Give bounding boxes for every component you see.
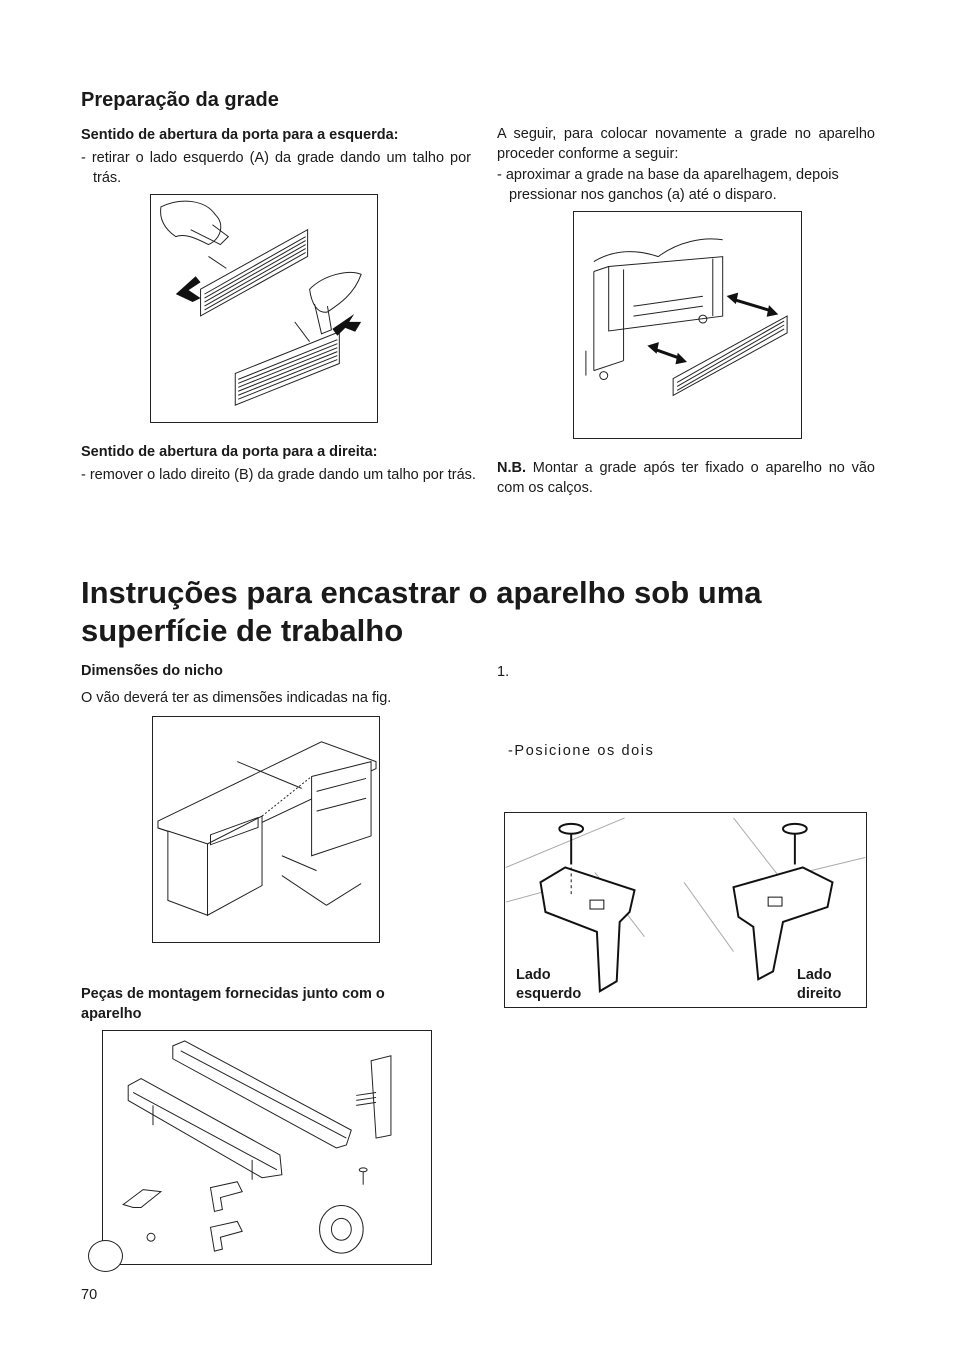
step-number: 1. xyxy=(497,664,510,680)
note-text: Montar a grade após ter fixado o aparelho no vão com os calços. xyxy=(497,460,875,496)
grille-removal-figure xyxy=(150,194,378,423)
right-opening-heading: Sentido de abertura da porta para a direita: xyxy=(81,444,378,460)
section-title-install: Instruções para encastrar o aparelho sob uma superfície de trabalho xyxy=(81,575,762,648)
note-paragraph xyxy=(497,458,875,498)
brackets-figure xyxy=(504,812,867,1008)
left-opening-text: - retirar o lado esquerdo (A) da grade dando um talho por trás. xyxy=(81,150,471,186)
note-label: N.B. xyxy=(497,460,526,476)
refit-intro: A seguir, para colocar novamente a grade no aparelho proceder conforme a seguir: xyxy=(497,126,875,162)
bracket-right-label: Lado direito xyxy=(797,967,842,1002)
section-title-grade: Preparação da grade xyxy=(81,89,279,111)
bracket-left-label: Lado esquerdo xyxy=(516,967,582,1002)
niche-drawing xyxy=(153,717,379,942)
niche-text: O vão deverá ter as dimensões indicadas na fig. xyxy=(81,690,392,706)
grille-removal-drawing xyxy=(151,195,377,422)
mounting-parts-figure xyxy=(102,1030,432,1265)
refit-step-text: - aproximar a grade na base da aparelhagem, depois pressionar nos ganchos (a) até o disparo. xyxy=(497,167,839,203)
mounting-parts-drawing xyxy=(103,1031,431,1264)
parts-heading: Peças de montagem fornecidas junto com o aparelho xyxy=(81,986,385,1022)
page-marker-circle xyxy=(88,1240,123,1272)
page-number: 70 xyxy=(81,1287,98,1303)
step-text: -Posicione os dois xyxy=(508,743,655,759)
niche-heading: Dimensões do nicho xyxy=(81,663,223,679)
grille-refit-drawing xyxy=(574,212,801,438)
left-opening-heading: Sentido de abertura da porta para a esquerda: xyxy=(81,127,399,143)
niche-figure xyxy=(152,716,380,943)
right-opening-text: - remover o lado direito (B) da grade dando um talho por trás. xyxy=(81,467,476,483)
refit-intro-text xyxy=(497,124,875,164)
grille-refit-figure xyxy=(573,211,802,439)
